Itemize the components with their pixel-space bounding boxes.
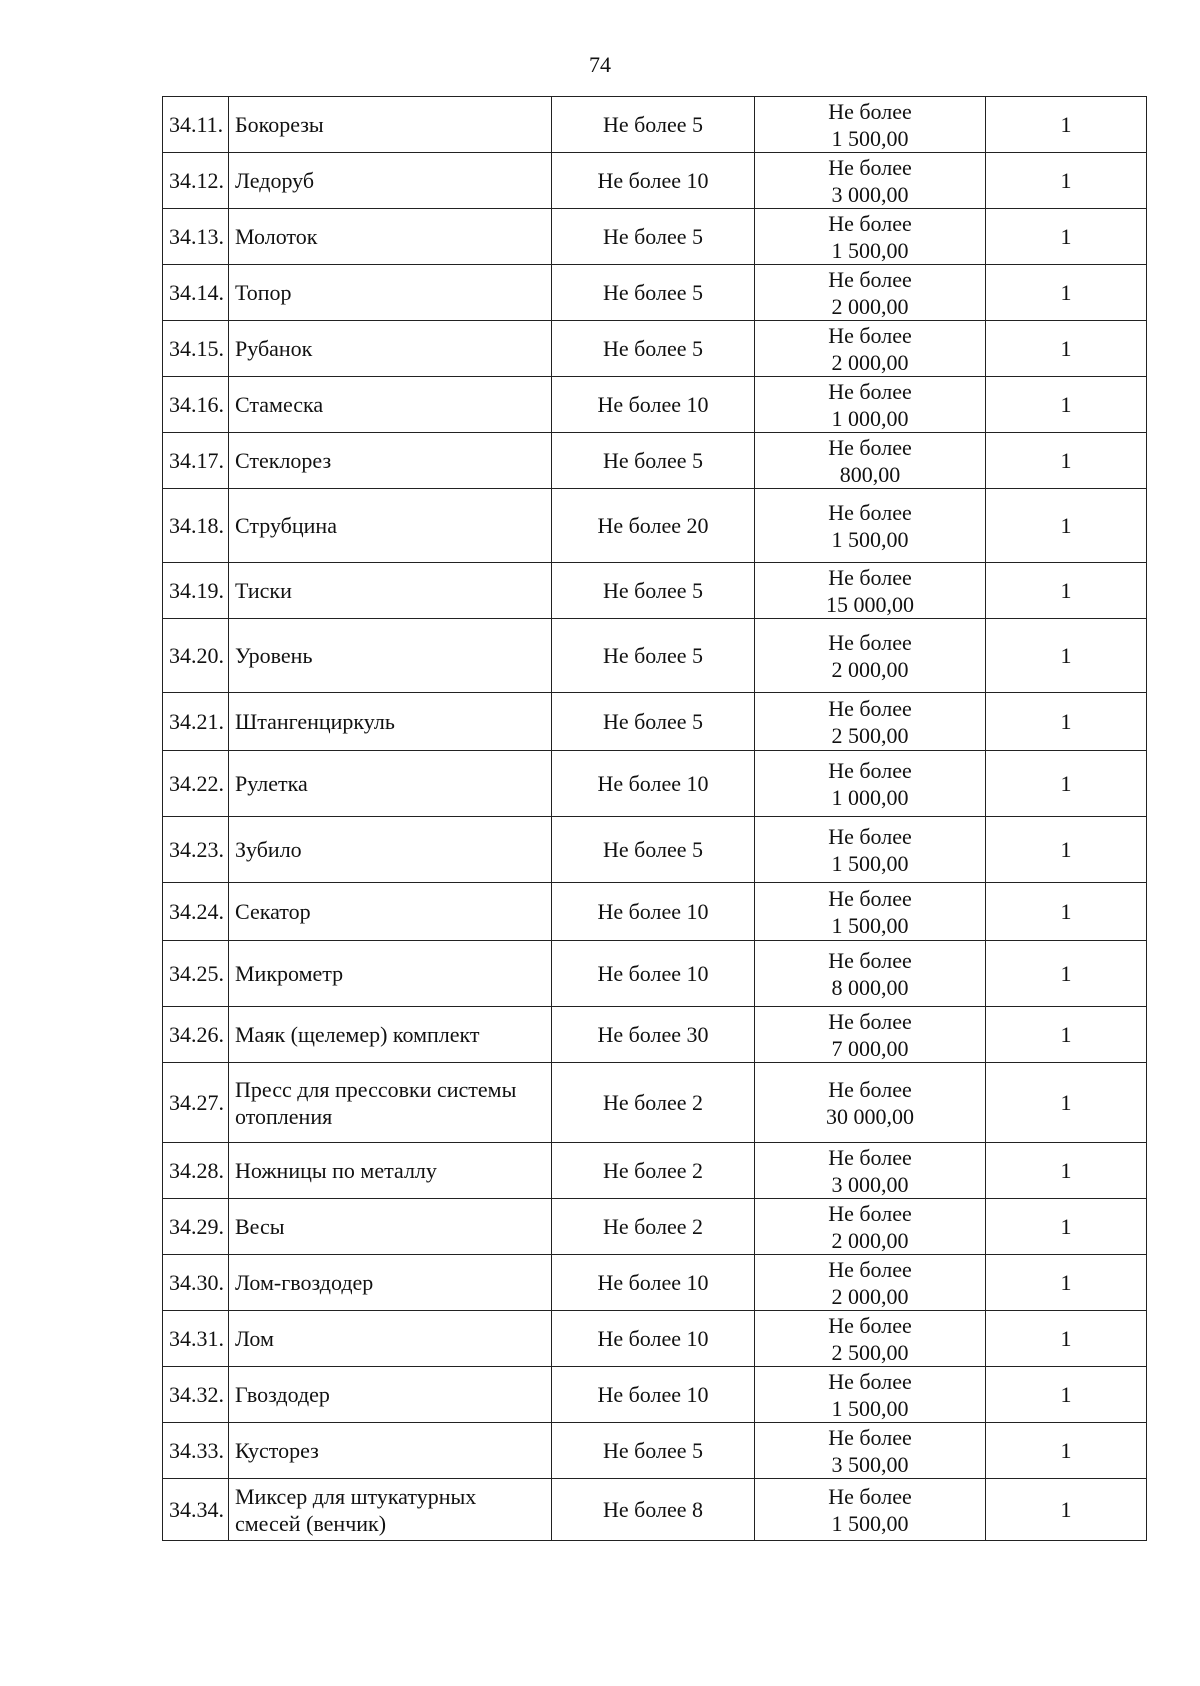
table-row [163,1007,1147,1063]
row-number: 34.33. [163,1423,229,1479]
item-count: 1 [986,1255,1147,1311]
item-quantity: Не более 2 [552,1199,755,1255]
table-row [163,941,1147,1007]
item-count: 1 [986,1007,1147,1063]
table-row [163,1255,1147,1311]
price-value: 800,00 [839,461,901,487]
item-name: Гвоздодер [229,1367,552,1423]
price-value: 2 500,00 [831,1339,909,1365]
item-name: Весы [229,1199,552,1255]
row-number: 34.11. [163,97,229,153]
item-name: Молоток [229,209,552,265]
price-prefix: Не более [828,1483,912,1509]
item-name: Стеклорез [229,433,552,489]
item-name: Стамеска [229,377,552,433]
item-price [755,1423,986,1479]
item-count: 1 [986,153,1147,209]
item-price [755,563,986,619]
row-number: 34.16. [163,377,229,433]
table-row [163,563,1147,619]
item-quantity: Не более 5 [552,563,755,619]
price-value: 3 000,00 [831,181,909,207]
price-prefix: Не более [828,266,912,292]
item-quantity: Не более 10 [552,1311,755,1367]
item-name: Струбцина [229,489,552,563]
price-prefix: Не более [828,823,912,849]
price-value: 1 000,00 [831,405,909,431]
row-number: 34.28. [163,1143,229,1199]
price-prefix: Не более [828,947,912,973]
item-name: Рубанок [229,321,552,377]
item-quantity: Не более 2 [552,1063,755,1143]
price-prefix: Не более [828,1144,912,1170]
item-count: 1 [986,751,1147,817]
row-number: 34.13. [163,209,229,265]
table-row [163,1479,1147,1541]
item-price [755,265,986,321]
row-number: 34.14. [163,265,229,321]
item-price [755,1479,986,1541]
price-prefix: Не более [828,434,912,460]
table-row [163,265,1147,321]
item-count: 1 [986,377,1147,433]
price-value: 1 000,00 [831,784,909,810]
item-name: Топор [229,265,552,321]
item-price [755,209,986,265]
price-prefix: Не более [828,154,912,180]
price-value: 2 000,00 [831,293,909,319]
price-value: 8 000,00 [831,974,909,1000]
item-count: 1 [986,1423,1147,1479]
page-number: 74 [589,52,611,77]
row-number: 34.15. [163,321,229,377]
item-price [755,883,986,941]
item-name: Лом [229,1311,552,1367]
table-row [163,883,1147,941]
row-number: 34.23. [163,817,229,883]
row-number: 34.29. [163,1199,229,1255]
price-value: 2 000,00 [831,1227,909,1253]
item-price [755,1255,986,1311]
price-value: 2 000,00 [831,1283,909,1309]
item-name: Кусторез [229,1423,552,1479]
item-quantity: Не более 5 [552,321,755,377]
item-price [755,941,986,1007]
table-row [163,153,1147,209]
row-number: 34.32. [163,1367,229,1423]
item-quantity: Не более 10 [552,751,755,817]
row-number: 34.27. [163,1063,229,1143]
price-value: 3 500,00 [831,1451,909,1477]
item-name: Зубило [229,817,552,883]
item-name: Штангенциркуль [229,693,552,751]
price-prefix: Не более [828,695,912,721]
row-number: 34.31. [163,1311,229,1367]
table-row [163,751,1147,817]
item-name: Тиски [229,563,552,619]
item-count: 1 [986,883,1147,941]
table-row [163,693,1147,751]
price-prefix: Не более [828,322,912,348]
table-row [163,97,1147,153]
row-number: 34.34. [163,1479,229,1541]
item-quantity: Не более 2 [552,1143,755,1199]
item-price [755,1199,986,1255]
row-number: 34.17. [163,433,229,489]
table-row [163,433,1147,489]
price-prefix: Не более [828,885,912,911]
table-row [163,1143,1147,1199]
item-price [755,751,986,817]
table-row [163,489,1147,563]
item-quantity: Не более 10 [552,1367,755,1423]
item-count: 1 [986,1311,1147,1367]
row-number: 34.24. [163,883,229,941]
item-quantity: Не более 10 [552,1255,755,1311]
item-quantity: Не более 5 [552,265,755,321]
table-row [163,209,1147,265]
price-value: 7 000,00 [831,1035,909,1061]
price-value: 1 500,00 [831,850,909,876]
item-count: 1 [986,97,1147,153]
item-name: Микрометр [229,941,552,1007]
item-price [755,619,986,693]
item-name: Уровень [229,619,552,693]
price-value: 1 500,00 [831,1395,909,1421]
price-prefix: Не более [828,1200,912,1226]
item-quantity: Не более 10 [552,941,755,1007]
price-value: 2 000,00 [831,656,909,682]
table-row [163,817,1147,883]
price-prefix: Не более [828,378,912,404]
item-price [755,97,986,153]
row-number: 34.18. [163,489,229,563]
price-prefix: Не более [828,1368,912,1394]
table-row [163,1199,1147,1255]
row-number: 34.30. [163,1255,229,1311]
price-value: 1 500,00 [831,1510,909,1536]
price-prefix: Не более [828,210,912,236]
price-prefix: Не более [828,98,912,124]
row-number: 34.26. [163,1007,229,1063]
price-value: 2 000,00 [831,349,909,375]
price-prefix: Не более [828,1256,912,1282]
item-count: 1 [986,941,1147,1007]
equipment-table [162,96,1147,1541]
price-value: 1 500,00 [831,526,909,552]
price-prefix: Не более [828,757,912,783]
item-count: 1 [986,1063,1147,1143]
item-count: 1 [986,209,1147,265]
item-count: 1 [986,1479,1147,1541]
price-prefix: Не более [828,1008,912,1034]
item-quantity: Не более 5 [552,433,755,489]
price-value: 15 000,00 [826,591,914,617]
item-quantity: Не более 5 [552,619,755,693]
row-number: 34.22. [163,751,229,817]
item-price [755,817,986,883]
row-number: 34.21. [163,693,229,751]
item-count: 1 [986,265,1147,321]
table-row [163,377,1147,433]
item-name: Секатор [229,883,552,941]
item-quantity: Не более 5 [552,1423,755,1479]
item-name: Пресс для прессовки системы отопления [229,1063,552,1143]
item-count: 1 [986,817,1147,883]
item-price [755,489,986,563]
item-count: 1 [986,489,1147,563]
price-prefix: Не более [828,1424,912,1450]
price-value: 2 500,00 [831,722,909,748]
item-count: 1 [986,1367,1147,1423]
item-quantity: Не более 10 [552,153,755,209]
item-price [755,1311,986,1367]
item-quantity: Не более 20 [552,489,755,563]
price-value: 1 500,00 [831,237,909,263]
item-price [755,1367,986,1423]
item-quantity: Не более 5 [552,693,755,751]
item-count: 1 [986,321,1147,377]
table-row [163,619,1147,693]
item-name: Ножницы по металлу [229,1143,552,1199]
item-quantity: Не более 5 [552,817,755,883]
price-prefix: Не более [828,629,912,655]
item-price [755,1063,986,1143]
item-price [755,1143,986,1199]
table-body [163,97,1147,1541]
item-price [755,377,986,433]
price-value: 1 500,00 [831,125,909,151]
item-price [755,153,986,209]
item-price [755,433,986,489]
table-row [163,1423,1147,1479]
item-name: Маяк (щелемер) комплект [229,1007,552,1063]
table-row [163,1063,1147,1143]
item-name: Лом-гвоздодер [229,1255,552,1311]
item-price [755,321,986,377]
row-number: 34.25. [163,941,229,1007]
row-number: 34.19. [163,563,229,619]
row-number: 34.20. [163,619,229,693]
item-name: Ледоруб [229,153,552,209]
item-quantity: Не более 5 [552,97,755,153]
item-count: 1 [986,1199,1147,1255]
table-row [163,1367,1147,1423]
price-prefix: Не более [828,1312,912,1338]
item-count: 1 [986,1143,1147,1199]
item-name: Рулетка [229,751,552,817]
item-quantity: Не более 8 [552,1479,755,1541]
price-value: 3 000,00 [831,1171,909,1197]
item-count: 1 [986,433,1147,489]
price-value: 30 000,00 [826,1103,914,1129]
item-count: 1 [986,693,1147,751]
price-prefix: Не более [828,1076,912,1102]
item-count: 1 [986,563,1147,619]
price-prefix: Не более [828,564,912,590]
item-quantity: Не более 30 [552,1007,755,1063]
item-name: Бокорезы [229,97,552,153]
price-value: 1 500,00 [831,912,909,938]
item-quantity: Не более 5 [552,209,755,265]
table-row [163,1311,1147,1367]
item-name: Миксер для штукатурных смесей (венчик) [229,1479,552,1541]
table-row [163,321,1147,377]
item-price [755,693,986,751]
row-number: 34.12. [163,153,229,209]
item-quantity: Не более 10 [552,883,755,941]
item-quantity: Не более 10 [552,377,755,433]
item-count: 1 [986,619,1147,693]
price-prefix: Не более [828,499,912,525]
item-price [755,1007,986,1063]
